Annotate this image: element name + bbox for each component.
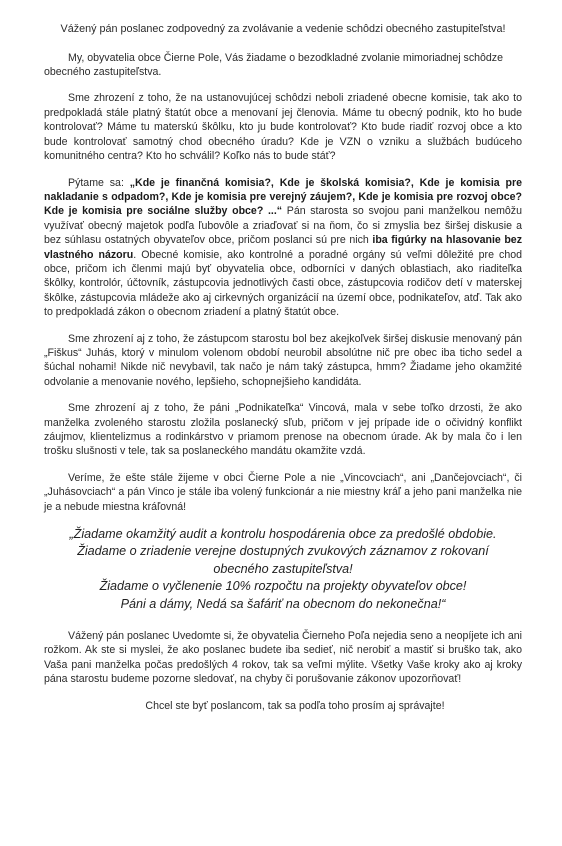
demands-block (54, 526, 512, 613)
paragraph-commissions: Sme zhrození z toho, že na ustanovujúcej schôdzi neboli zriadené obecne komisie, tak ako to predpokladá stále platný štatút obce a menovaní jej členovia. Máme tu obecný podnik, kto ho bude kontrolovať? Máme tu materskú škôlku, kto ju bude kontrolovať? Kto bude riadiť rozvoj obce a kto bude kontrolovať samotný chod obecného úradu? Kde je VZN o vzniku a službách budúceho komunitného centra? Kto ho schválil? Koľko nás to bude stáť? (44, 92, 522, 163)
questions-intro: Pýtame sa: (68, 176, 130, 189)
demand-closing: Páni a dámy, Nedá sa šafáriť na obecnom do nekonečna!“ (120, 596, 446, 611)
paragraph-questions (44, 176, 522, 320)
letter-closing: Chcel ste byť poslancom, tak sa podľa toho prosím aj správajte! (145, 699, 445, 712)
paragraph-village: Veríme, že ešte stále žijeme v obci Čierne Pole a nie „Vincovciach“, ani „Dančejovciach“, či „Juhásovciach“ a pán Vinco je stále iba volený funkcionár a nie miestny kráľ a jeho pani manželka nie je a nebude miestna kráľovná! (44, 471, 522, 513)
paragraph-conflict: Sme zhrození aj z toho, že páni „Podnikateľka“ Vincová, mala v sebe toľko drzosti, že ako manželka zvoleného starostu zložila poslanecký sľub, pričom v jej prípade ide o očividný konflikt záujmov, klientelizmus a rodinkárstvo v priamom prenose na obecnom úrade. Ak by mala čo i len trošku slušnosti v tele, tak sa poslaneckého mandátu okamžite vzdá. (44, 402, 522, 458)
questions-mid: Pán starosta so svojou pani manželkou nemôžu využívať obecný majetok podľa ľubovôle a zriaďovať si na ňom, čo si zmyslia bez širšej diskusie a bez súhlasu ostatných obyvateľov obce, pričom poslanci sú pre nich (44, 205, 522, 247)
demand-recordings: Žiadame o zriadenie verejne dostupných zvukových záznamov z rokovaní obecného zastupiteľstva! (77, 544, 489, 576)
paragraph-request: My, obyvatelia obce Čierne Pole, Vás žiadame o bezodkladné zvolanie mimoriadnej schôdze obecného zastupiteľstva. (44, 51, 503, 79)
paragraph-warning: Vážený pán poslanec Uvedomte si, že obyvatelia Čierneho Poľa nejedia seno a neopíjete ich ani rožkom. Ak ste si myslei, že ako poslanec budete iba sedieť, nič nerobiť a mastiť si bruško tak, ako Vaša pani manželka počas predošlých 4 rokov, tak sa veľmi mýlite. Všetky Vaše kroky ako aj kroky pána starostu budeme pozorne sledovať, na chyby či porušovanie zákonov upozorňovať! (44, 629, 522, 686)
demand-budget: Žiadame o vyčlenenie 10% rozpočtu na projekty obyvateľov obce! (99, 579, 467, 594)
paragraph-deputy: Sme zhrození aj z toho, že zástupcom starostu bol bez akejkoľvek širšej diskusie menovaný pán „Fiškus“ Juhás, ktorý v minulom volenom období neurobil absolútne nič pre obec iba ticho sedel a šúchal nohami! Nikde nič nevybavil, tak načo je nám taký zástupca, hmm? Žiadame jeho okamžité odvolanie a menovanie nového, lepšieho, schopnejšieho kandidáta. (44, 332, 522, 388)
questions-bold: „Kde je finančná komisia?, Kde je školská komisia?, Kde je komisia pre nakladanie s odpadom?, Kde je komisia pre verejný záujem?, Kde je komisia pre rozvoj obce? Kde je komisia pre sociálne služby obce? ...“ (44, 176, 523, 218)
letter-greeting: Vážený pán poslanec zodpovedný za zvolávanie a vedenie schôdzi obecného zastupiteľstva! (60, 23, 506, 35)
demand-audit: „Žiadame okamžitý audit a kontrolu hospodárenia obce za predošlé obdobie. (69, 527, 497, 542)
figures-bold: iba figúrky na hlasovanie bez vlastného názoru (44, 234, 522, 261)
questions-rest: . Obecné komisie, ako kontrolné a poradné orgány sú veľmi dôležité pre chod obce, pričom ich členmi majú byť obyvatelia obce, odborníci v daných oblastiach, ako riaditeľka škôlky, kontrolór, účtovník, zástupcovia jednotlivých časti obce, zástupcovia rodičov detí v materskej škôlke, zástupcovia mládeže ako aj cirkevných organizácií na území obce, podnikateľov, atď. Tak ako to predpokladá zákon o obecnom zriadení a platný štatút obce. (44, 248, 523, 319)
